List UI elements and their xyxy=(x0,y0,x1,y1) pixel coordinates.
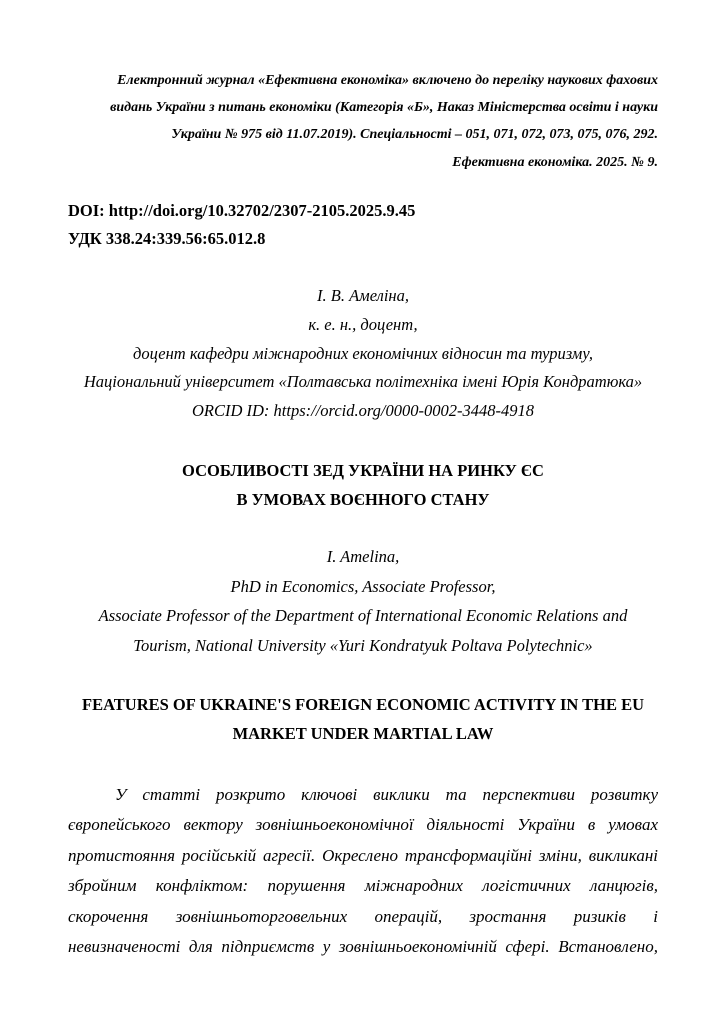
abstract-line: невизначеності для підприємств у зовнішньоекономічній сфері. Встановлено, xyxy=(68,937,658,957)
author-name: I. Amelina, xyxy=(326,547,400,566)
article-title-en xyxy=(68,691,658,749)
abstract-line: У статті розкрито ключові виклики та перспективи розвитку xyxy=(115,785,658,804)
journal-header-line: видань України з питань економіки (Категорія «Б», Наказ Міністерства освіти і науки xyxy=(110,100,658,116)
article-title-ua xyxy=(68,457,658,515)
author-position: Associate Professor of the Department of International Economic Relations and xyxy=(98,606,628,625)
abstract xyxy=(68,780,658,962)
abstract-line: збройним конфліктом: порушення міжнародних логістичних ланцюгів, xyxy=(68,876,658,896)
journal-header-line: Ефективна економіка. 2025. № 9. xyxy=(452,154,658,170)
abstract-line: скорочення зовнішньоторговельних операцій, зростання ризиків і xyxy=(68,906,658,926)
author-affiliation: Tourism, National University «Yuri Kondratyuk Poltava Polytechnic» xyxy=(133,635,593,655)
author-info-ua xyxy=(68,282,658,426)
doi-link[interactable]: DOI: http://doi.org/10.32702/2307-2105.2025.9.45 xyxy=(68,201,416,220)
abstract-line: протистояння російській агресії. Окреслено трансформаційні зміни, викликані xyxy=(68,845,658,865)
title-line: ОСОБЛИВОСТІ ЗЕД УКРАЇНИ НА РИНКУ ЄС xyxy=(182,461,544,480)
author-orcid[interactable]: ORCID ID: https://orcid.org/0000-0002-3448-4918 xyxy=(191,401,535,421)
author-degree: PhD in Economics, Associate Professor, xyxy=(230,576,496,596)
identifiers xyxy=(68,197,658,253)
author-degree: к. е. н., доцент, xyxy=(308,314,418,334)
title-line: В УМОВАХ ВОЄННОГО СТАНУ xyxy=(236,489,490,509)
udc-code: УДК 338.24:339.56:65.012.8 xyxy=(68,229,266,248)
author-affiliation: Національний університет «Полтавська політехніка імені Юрія Кондратюка» xyxy=(83,372,643,392)
title-line: FEATURES OF UKRAINE'S FOREIGN ECONOMIC ACTIVITY IN THE EU xyxy=(82,695,644,714)
journal-header-line: України № 975 від 11.07.2019). Спеціальності – 051, 071, 072, 073, 075, 076, 292. xyxy=(171,127,658,143)
author-name: І. В. Амеліна, xyxy=(317,286,409,305)
author-position: доцент кафедри міжнародних економічних відносин та туризму, xyxy=(133,343,593,363)
abstract-line: європейського вектору зовнішньоекономічної діяльності України в умовах xyxy=(68,815,658,835)
author-info-en xyxy=(68,542,658,660)
journal-header-line: Електронний журнал «Ефективна економіка» включено до переліку наукових фахових xyxy=(117,73,658,88)
journal-header xyxy=(68,67,658,176)
title-line: MARKET UNDER MARTIAL LAW xyxy=(232,723,494,743)
